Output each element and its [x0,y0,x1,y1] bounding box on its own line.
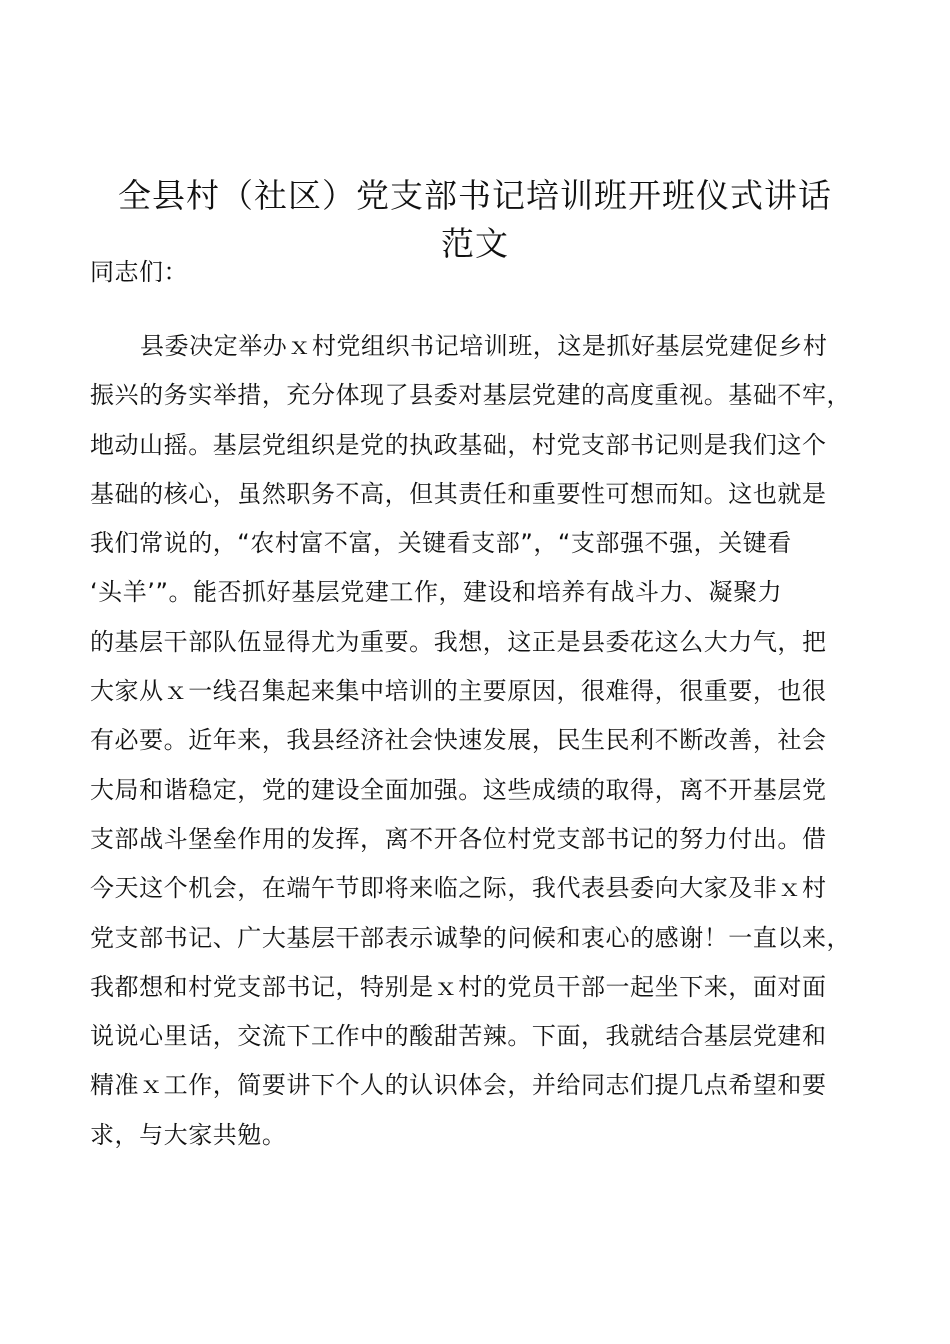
paragraph-line: 我们常说的，“农村富不富，关键看支部”，“支部强不强，关键看 [90,529,792,558]
paragraph-line: ‘头羊’”。能否抓好基层党建工作，建设和培养有战斗力、凝聚力 [90,578,783,607]
paragraph-line: 今天这个机会，在端午节即将来临之际，我代表县委向大家及非ｘ村 [90,874,827,903]
title-line-2: 范文 [441,224,509,263]
paragraph-line: 地动山摇。基层党组织是党的执政基础，村党支部书记则是我们这个 [90,430,827,459]
paragraph-line: 有必要。近年来，我县经济社会快速发展，民生民利不断改善，社会 [90,726,827,755]
paragraph-line: 支部战斗堡垒作用的发挥，离不开各位村党支部书记的努力付出。借 [90,824,827,853]
paragraph-line: 基础的核心，虽然职务不高，但其责任和重要性可想而知。这也就是 [90,479,827,508]
paragraph-line: 的基层干部队伍显得尤为重要。我想，这正是县委花这么大力气，把 [90,627,827,656]
title-line-1: 全县村（社区）党支部书记培训班开班仪式讲话 [118,176,832,215]
paragraph-line: 大局和谐稳定，党的建设全面加强。这些成绩的取得，离不开基层党 [90,775,827,804]
paragraph-line: 求，与大家共勉。 [90,1120,287,1149]
paragraph-line: 我都想和村党支部书记，特别是ｘ村的党员干部一起坐下来，面对面 [90,972,827,1001]
salutation: 同志们： [90,258,188,286]
body-paragraph [90,328,870,1166]
paragraph-line: 振兴的务实举措，充分体现了县委对基层党建的高度重视。基础不牢， [90,381,852,410]
paragraph-line: 说说心里话，交流下工作中的酸甜苦辣。下面，我就结合基层党建和 [90,1022,827,1051]
paragraph-line: 精准ｘ工作，简要讲下个人的认识体会，并给同志们提几点希望和要 [90,1071,827,1100]
paragraph-line: 党支部书记、广大基层干部表示诚挚的问候和衷心的感谢！一直以来， [90,923,852,952]
paragraph-line: 县委决定举办ｘ村党组织书记培训班，这是抓好基层党建促乡村 [140,332,828,360]
paragraph-line: 大家从ｘ一线召集起来集中培训的主要原因，很难得，很重要，也很 [90,677,827,706]
document-title [80,172,870,268]
